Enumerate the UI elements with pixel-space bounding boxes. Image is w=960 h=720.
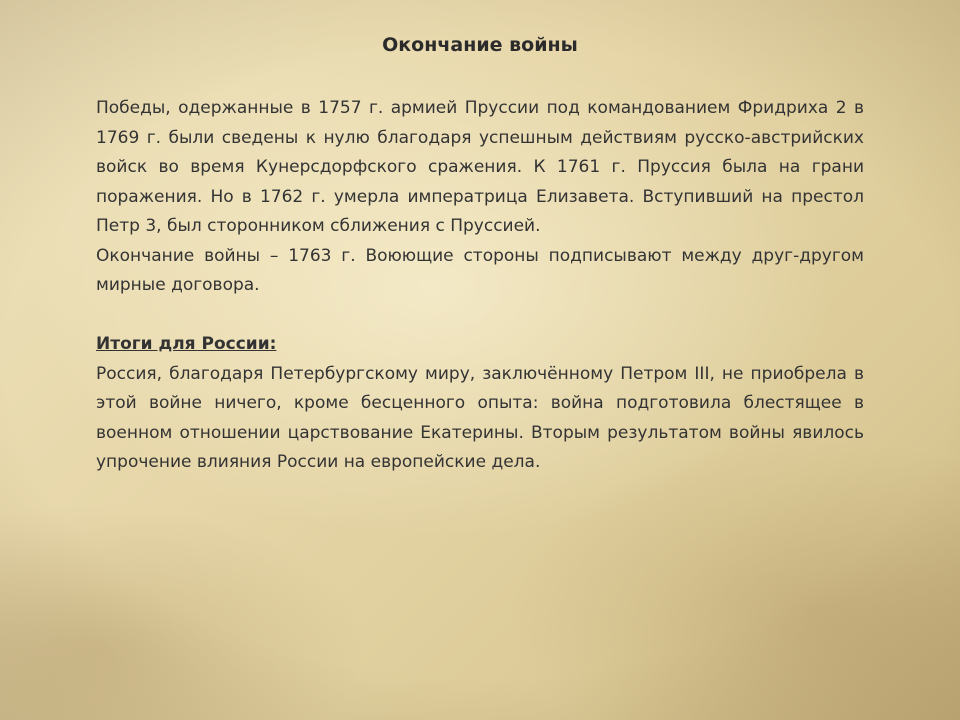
paragraph-results: Россия, благодаря Петербургскому миру, заключённому Петром III, не приобрела в этой войне ничего, кроме бесценного опыта: война подготовила блестящее в военном отношении царствование Екатерины. Вторым результатом войны явилось упрочение влияния России на европейские дела. bbox=[96, 363, 864, 472]
slide-title: Окончание войны bbox=[382, 34, 578, 56]
results-heading: Итоги для России: bbox=[96, 334, 277, 354]
paragraph-war-end: Окончание войны – 1763 г. Воюющие стороны подписывают между друг-другом мирные договора. bbox=[96, 245, 864, 295]
spacer bbox=[96, 301, 864, 331]
paragraph-victories: Победы, одержанные в 1757 г. армией Пруссии под командованием Фридриха 2 в 1769 г. были сведены к нулю благодаря успешным действиям русско-австрийских войск во время Кунерсдорфского сражения. К 1761 г. Пруссия была на грани поражения. Но в 1762 г. умерла императрица Елизавета. Вступивший на престол Петр 3, был сторонником сближения с Пруссией. bbox=[96, 98, 864, 236]
results-heading-line bbox=[96, 330, 864, 360]
slide-body bbox=[96, 94, 864, 478]
